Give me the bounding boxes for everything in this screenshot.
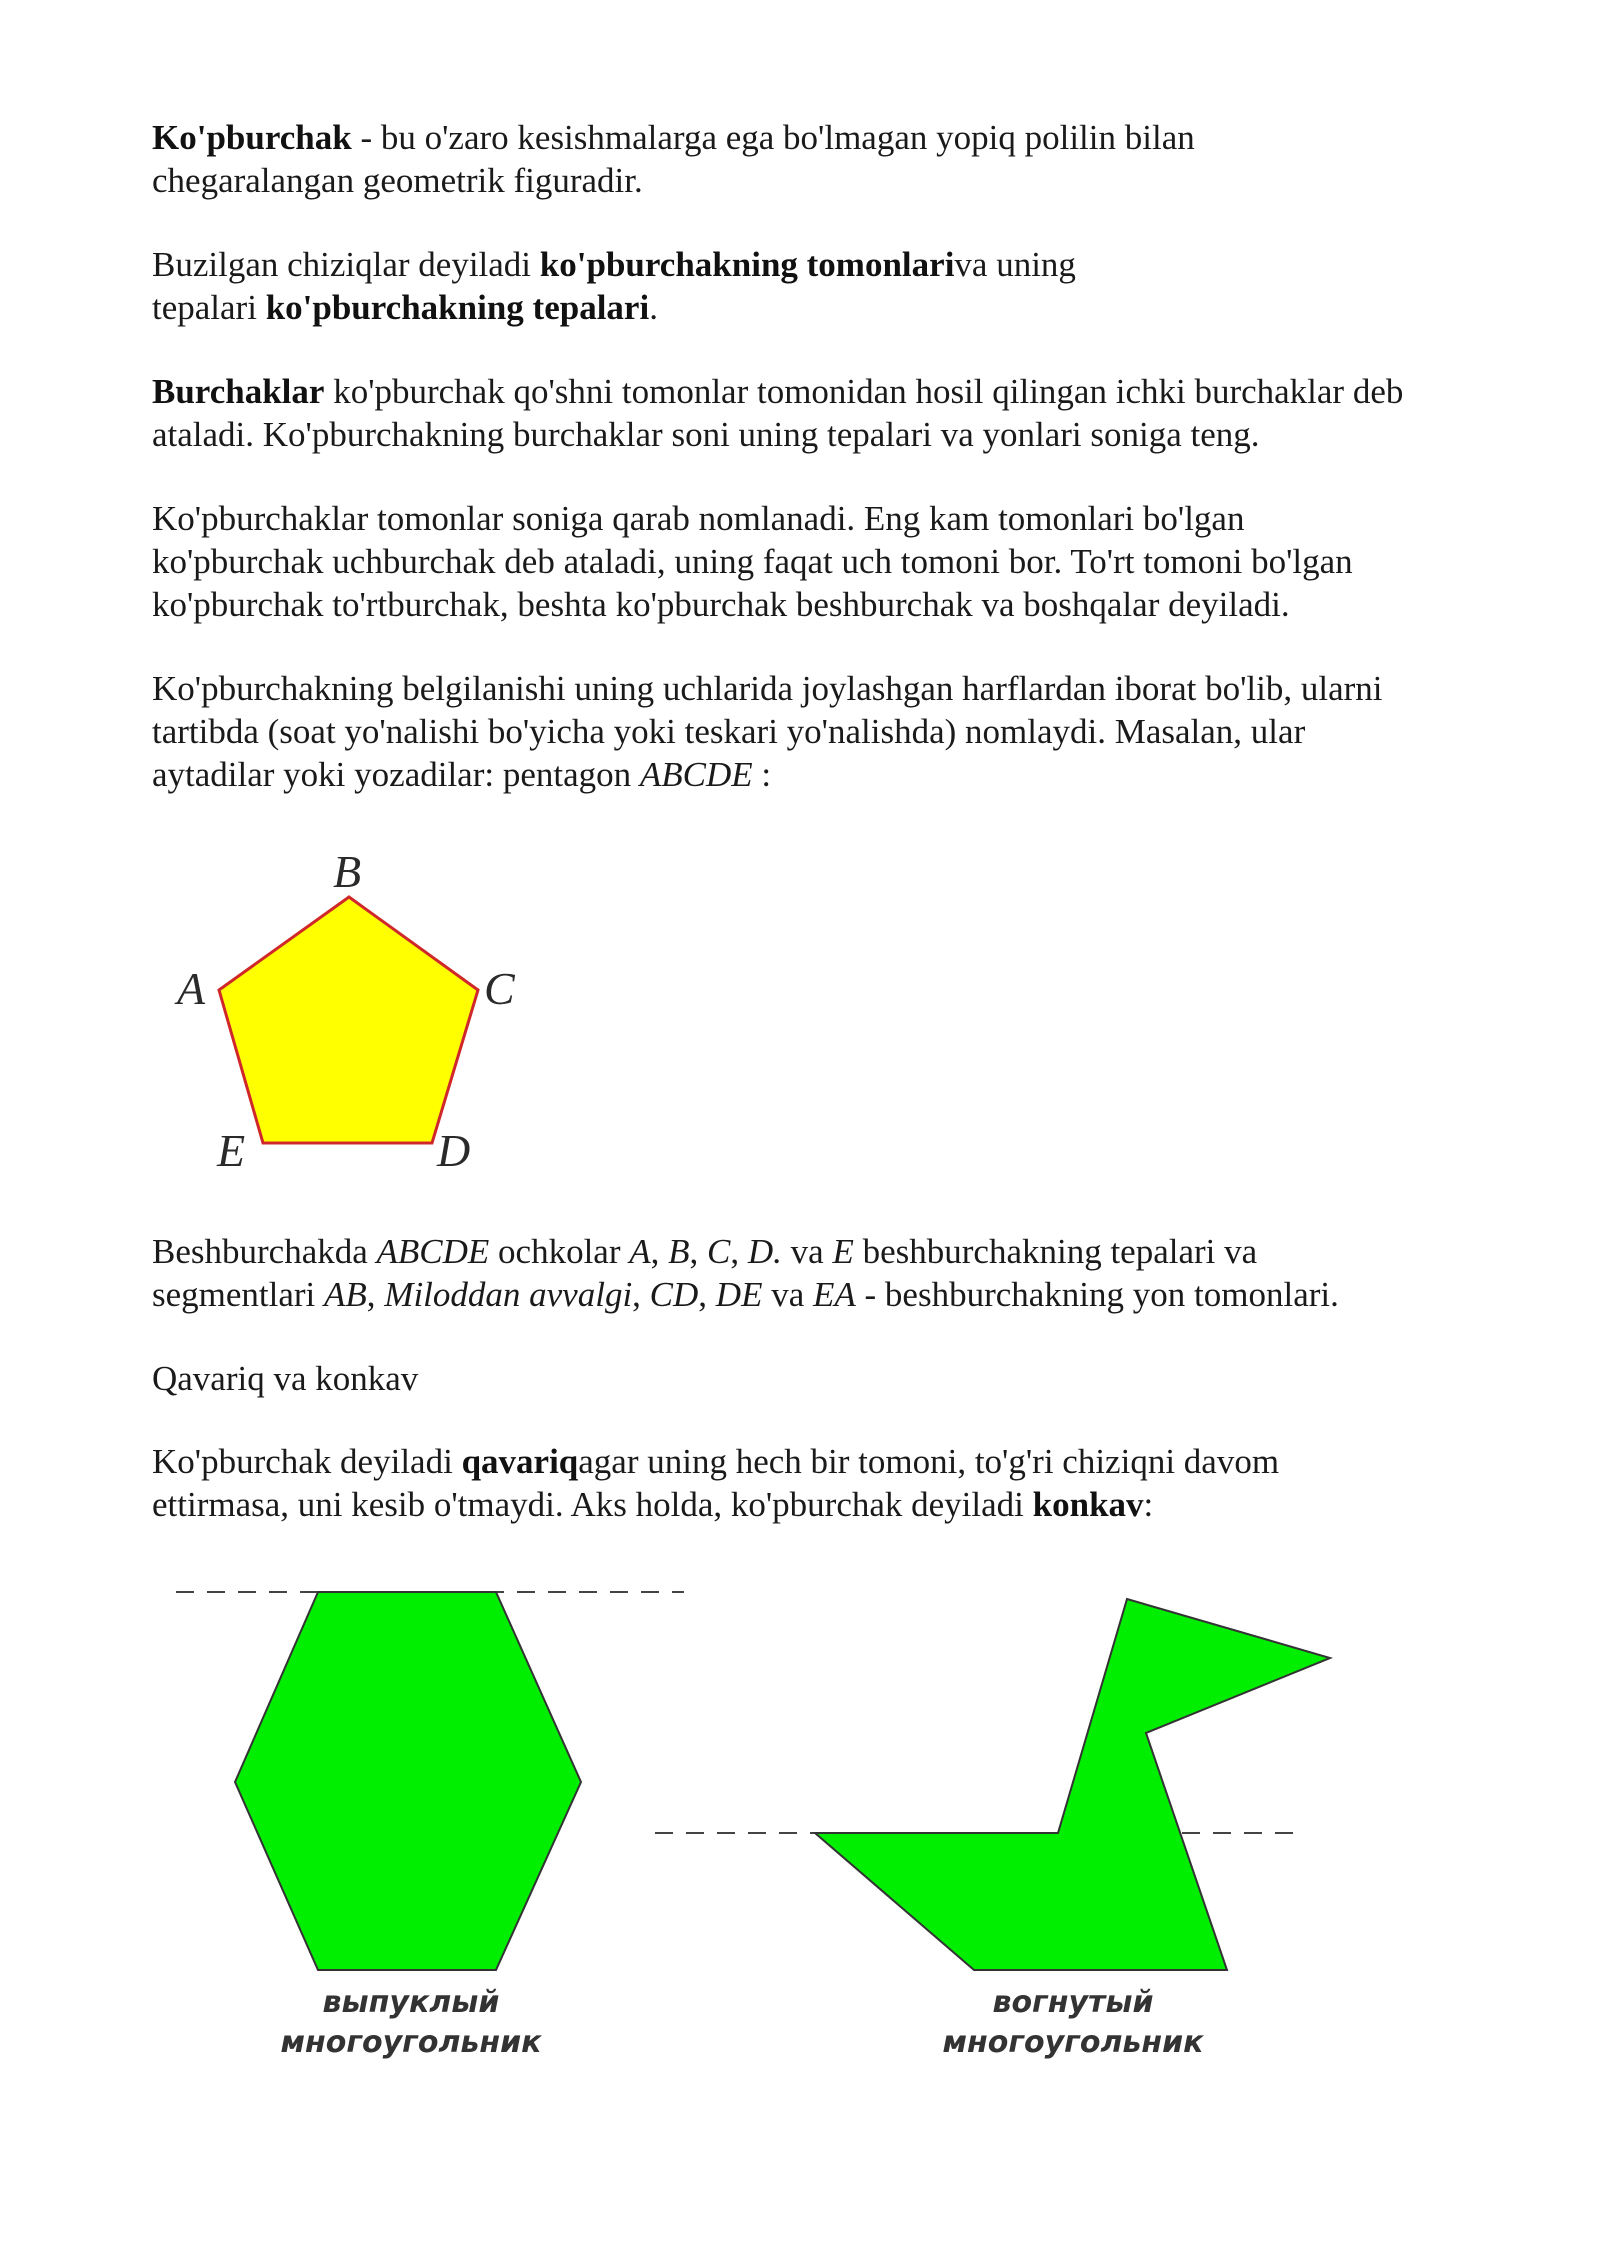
text-span: agar uning hech bir tomoni, to'g'ri chiziqni davom bbox=[578, 1442, 1280, 1481]
text-span: : bbox=[752, 755, 772, 794]
text-italic: C bbox=[707, 1232, 731, 1271]
convex-caption-line1: выпуклый bbox=[322, 1985, 500, 2020]
text-span: , bbox=[632, 1275, 650, 1314]
text-italic: B bbox=[668, 1232, 690, 1271]
text-span: beshburchakning tepalari va bbox=[853, 1232, 1258, 1271]
text-italic: E bbox=[832, 1232, 854, 1271]
text-span: va bbox=[762, 1275, 813, 1314]
paragraph-convex-definition bbox=[152, 1440, 1512, 1526]
text-span: tepalari bbox=[152, 288, 266, 327]
text-span: - bu o'zaro kesishmalarga ega bo'lmagan yopiq polilin bilan bbox=[351, 118, 1195, 157]
term-kopburchak: Ko'pburchak bbox=[152, 118, 352, 157]
text-span: va uning bbox=[954, 245, 1076, 284]
vertex-label-a: A bbox=[177, 963, 206, 1014]
vertex-label-d: D bbox=[437, 1125, 471, 1176]
text-italic: CD bbox=[649, 1275, 699, 1314]
text-span: Qavariq va konkav bbox=[152, 1359, 419, 1398]
text-italic: AB bbox=[324, 1275, 367, 1314]
text-span: ettirmasa, uni kesib o'tmaydi. Aks holda, ko'pburchak deyiladi bbox=[152, 1485, 1033, 1524]
term-concave: konkav bbox=[1032, 1485, 1144, 1524]
text-span: Beshburchakda bbox=[152, 1232, 377, 1271]
vertex-label-e: E bbox=[217, 1125, 246, 1176]
text-span: : bbox=[1143, 1485, 1154, 1524]
text-span: , bbox=[650, 1232, 669, 1271]
text-italic: Miloddan avvalgi bbox=[384, 1275, 633, 1314]
text-span: , bbox=[689, 1232, 708, 1271]
convex-polygon-figure bbox=[176, 1592, 684, 2060]
text-italic: A bbox=[629, 1232, 651, 1271]
text-span: - beshburchakning yon tomonlari. bbox=[855, 1275, 1339, 1314]
vertex-label-b: B bbox=[333, 846, 362, 897]
text-span: segmentlari bbox=[152, 1275, 325, 1314]
term-angles: Burchaklar bbox=[152, 372, 325, 411]
concave-polygon-shape bbox=[815, 1599, 1330, 1970]
vertex-label-c: C bbox=[484, 963, 515, 1014]
concave-polygon-figure bbox=[655, 1599, 1330, 2060]
text-line: tartibda (soat yo'nalishi bo'yicha yoki teskari yo'nalishda) nomlaydi. Masalan, ular bbox=[152, 712, 1306, 751]
text-span: . bbox=[649, 288, 658, 327]
text-span: Ko'pburchak deyiladi bbox=[152, 1442, 462, 1481]
pentagon-shape bbox=[219, 897, 478, 1143]
text-span: , bbox=[366, 1275, 385, 1314]
text-span: , bbox=[730, 1232, 748, 1271]
text-line: Ko'pburchakning belgilanishi uning uchlarida joylashgan harflardan iborat bo'lib, ularni bbox=[152, 669, 1383, 708]
text-line: ko'pburchak uchburchak deb ataladi, uning faqat uch tomoni bor. To'rt tomoni bo'lgan bbox=[152, 542, 1353, 581]
text-line: aytadilar yoki yozadilar: pentagon bbox=[152, 755, 640, 794]
text-italic: EA bbox=[813, 1275, 856, 1314]
text-line: Ko'pburchaklar tomonlar soniga qarab nomlanadi. Eng kam tomonlari bo'lgan bbox=[152, 499, 1245, 538]
text-italic: DE bbox=[715, 1275, 763, 1314]
text-italic: ABCDE bbox=[376, 1232, 490, 1271]
text-span: va bbox=[781, 1232, 833, 1271]
text-span: Buzilgan chiziqlar deyiladi bbox=[152, 245, 540, 284]
concave-caption-line1: вогнутый bbox=[992, 1985, 1154, 2020]
text-italic: ABCDE bbox=[639, 755, 753, 794]
text-italic: D. bbox=[747, 1232, 782, 1271]
term-vertices: ko'pburchakning tepalari bbox=[265, 288, 650, 327]
text-span: ko'pburchak qo'shni tomonlar tomonidan hosil qilingan ichki burchaklar deb bbox=[324, 372, 1404, 411]
text-span: , bbox=[698, 1275, 716, 1314]
term-convex: qavariq bbox=[461, 1442, 579, 1481]
convex-caption-line2: многоугольник bbox=[280, 2025, 542, 2060]
convex-hexagon-shape bbox=[235, 1592, 581, 1970]
text-span: chegaralangan geometrik figuradir. bbox=[152, 161, 643, 200]
text-span: ochkolar bbox=[489, 1232, 630, 1271]
text-line: ko'pburchak to'rtburchak, beshta ko'pburchak beshburchak va boshqalar deyiladi. bbox=[152, 585, 1290, 624]
pentagon-figure bbox=[174, 846, 516, 1176]
text-span: ataladi. Ko'pburchakning burchaklar soni uning tepalari va yonlari soniga teng. bbox=[152, 415, 1260, 454]
term-sides: ko'pburchakning tomonlari bbox=[539, 245, 955, 284]
paragraph-pentagon-description bbox=[152, 1230, 1512, 1316]
concave-caption-line2: многоугольник bbox=[942, 2025, 1204, 2060]
section-heading-convex-concave bbox=[152, 1357, 1512, 1400]
